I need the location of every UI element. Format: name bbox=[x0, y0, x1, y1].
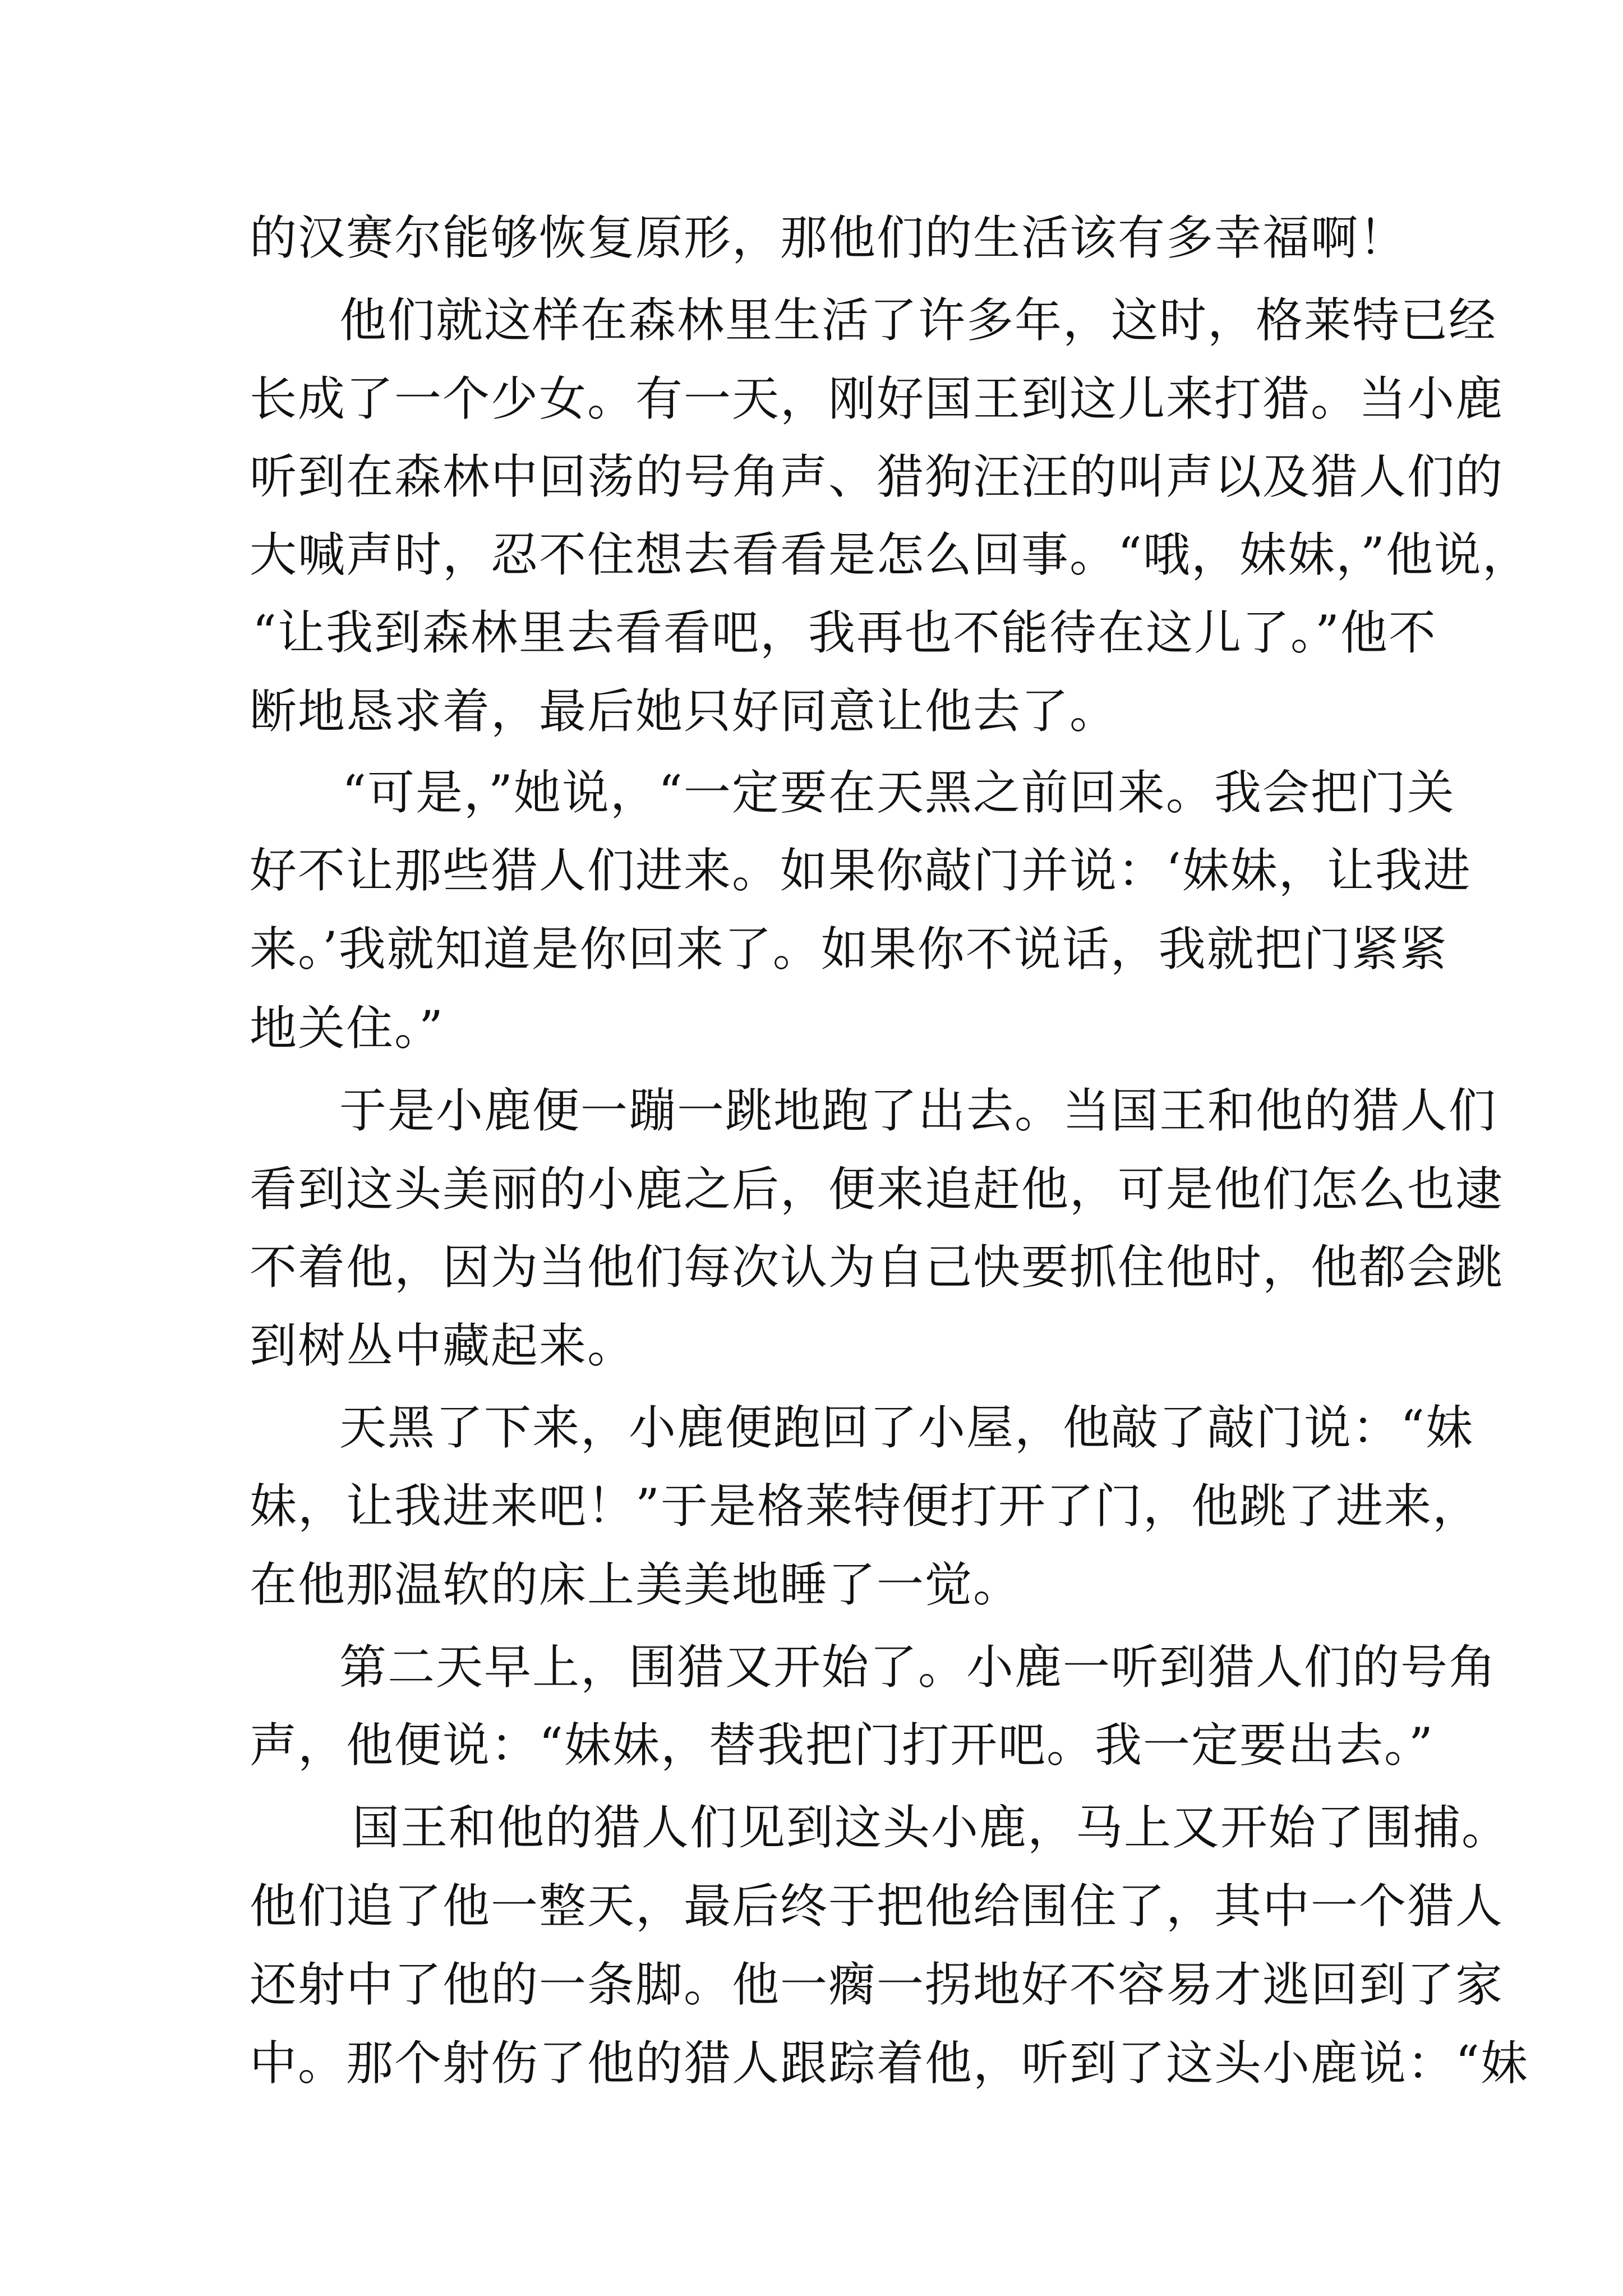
text-line: 他们就这样在森林里生活了许多年，这时，格莱特已经 bbox=[339, 293, 1497, 348]
text-line: 不着他，因为当他们每次认为自己快要抓住他时，他都会跳 bbox=[250, 1240, 1504, 1295]
text-line: 长成了一个少女。有一天，刚好国王到这儿来打猎。当小鹿 bbox=[250, 371, 1504, 426]
text-line: 他们追了他一整天，最后终于把他给围住了，其中一个猎人 bbox=[250, 1879, 1504, 1934]
text-line: 断地恳求着，最后她只好同意让他去了。 bbox=[250, 684, 1118, 739]
text-line: 声，他便说：“妹妹，替我把门打开吧。我一定要出去。” bbox=[250, 1718, 1434, 1773]
text-line: 听到在森林中回荡的号角声、猎狗汪汪的叫声以及猎人们的 bbox=[250, 449, 1504, 504]
text-line: 好不让那些猎人们进来。如果你敲门并说：‘妹妹，让我进 bbox=[250, 843, 1472, 898]
text-line: 于是小鹿便一蹦一跳地跑了出去。当国王和他的猎人们 bbox=[339, 1083, 1497, 1138]
text-line: “让我到森林里去看看吧，我再也不能待在这儿了。”他不 bbox=[252, 605, 1437, 660]
text-line: 天黑了下来，小鹿便跑回了小屋，他敲了敲门说：“妹 bbox=[339, 1400, 1474, 1455]
text-line: 在他那温软的床上美美地睡了一觉。 bbox=[250, 1557, 1022, 1612]
text-line: 看到这头美丽的小鹿之后，便来追赶他，可是他们怎么也逮 bbox=[250, 1162, 1504, 1217]
text-line: 来。’我就知道是你回来了。如果你不说话，我就把门紧紧 bbox=[250, 922, 1448, 977]
text-line: 到树丛中藏起来。 bbox=[250, 1318, 636, 1373]
text-line: 国王和他的猎人们见到这头小鹿，马上又开始了围捕。 bbox=[352, 1800, 1510, 1855]
text-line: 还射中了他的一条脚。他一瘸一拐地好不容易才逃回到了家 bbox=[250, 1957, 1504, 2012]
text-line: 地关住。” bbox=[250, 1001, 444, 1056]
text-line: 第二天早上，围猎又开始了。小鹿一听到猎人们的号角 bbox=[339, 1640, 1497, 1695]
text-line: 中。那个射伤了他的猎人跟踪着他，听到了这头小鹿说：“妹 bbox=[250, 2036, 1529, 2091]
text-line: 的汉赛尔能够恢复原形，那他们的生活该有多幸福啊！ bbox=[250, 210, 1408, 265]
text-line: 大喊声时，忍不住想去看看是怎么回事。“哦，妹妹，”他说， bbox=[250, 527, 1530, 582]
text-line: 妹，让我进来吧！”于是格莱特便打开了门，他跳了进来， bbox=[250, 1479, 1481, 1534]
text-line: “可是，”她说，“一定要在天黑之前回来。我会把门关 bbox=[342, 765, 1455, 820]
